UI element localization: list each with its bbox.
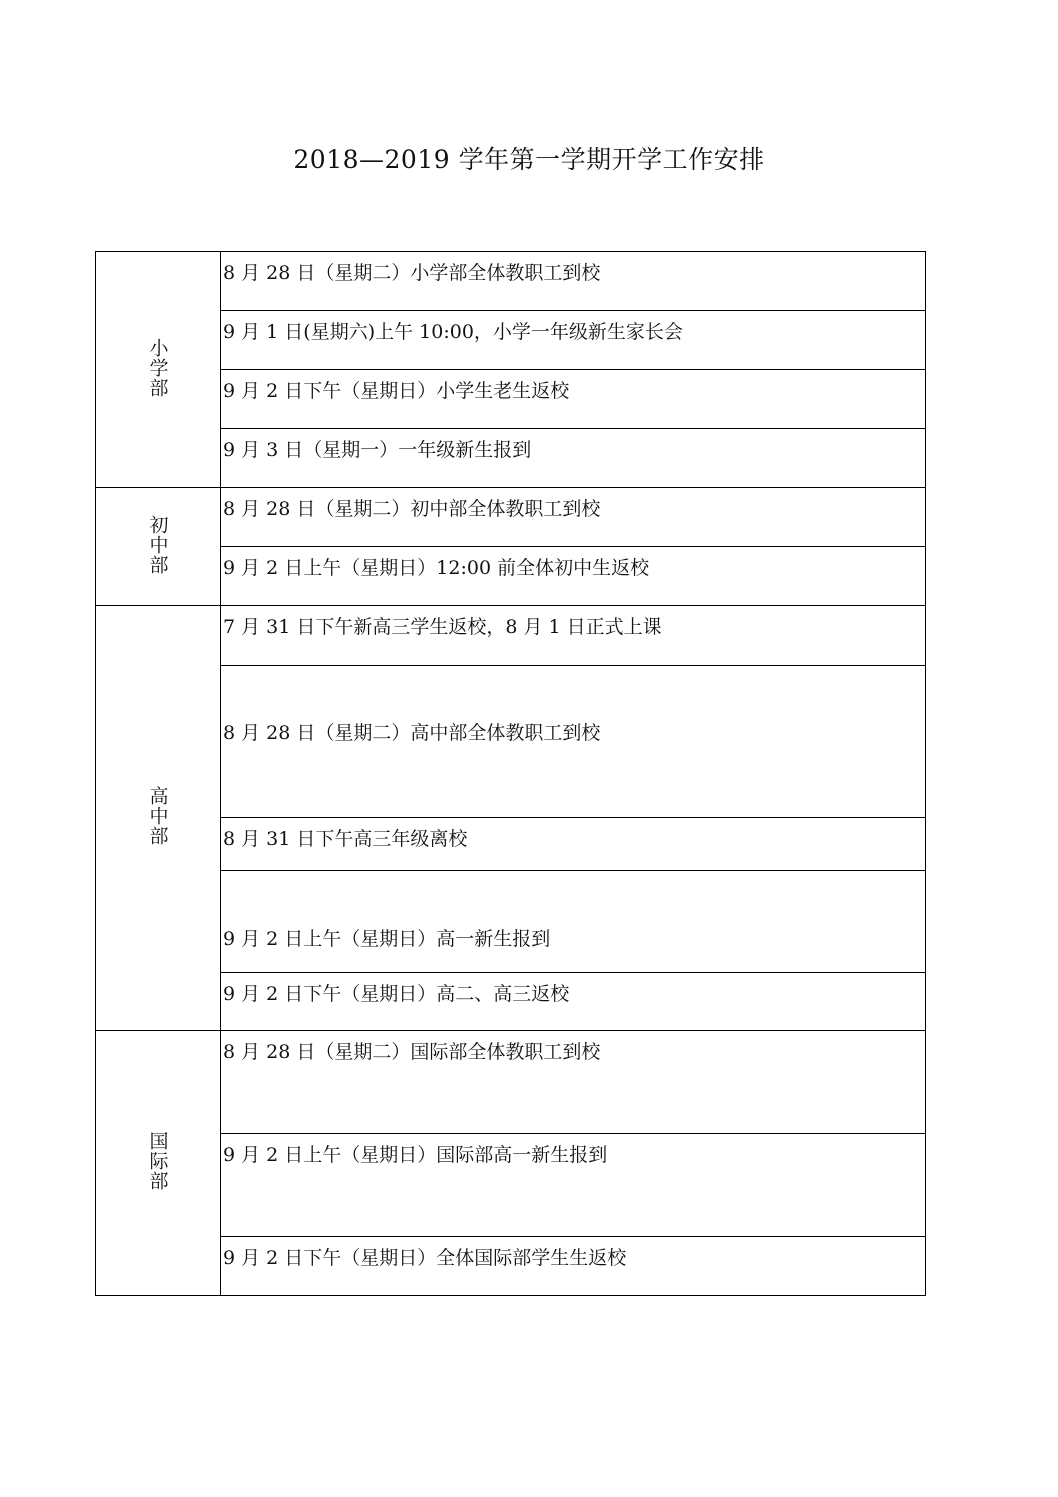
dept-label: 初中部 [146,514,169,575]
schedule-item: 9 月 2 日下午（星期日）小学生老生返校 [221,370,926,429]
table-row [96,311,926,370]
schedule-item: 8 月 31 日下午高三年级离校 [221,818,926,871]
table-row [96,666,926,818]
table-row [96,973,926,1031]
schedule-item: 9 月 2 日上午（星期日）高一新生报到 [221,871,926,973]
table-row [96,252,926,311]
dept-cell-senior [96,606,221,1031]
dept-label: 小学部 [146,337,169,398]
schedule-item: 9 月 2 日下午（星期日）全体国际部学生生返校 [221,1237,926,1296]
table-row [96,429,926,488]
schedule-item: 7 月 31 日下午新高三学生返校，8 月 1 日正式上课 [221,606,926,666]
table-row [96,606,926,666]
schedule-item: 8 月 28 日（星期二）高中部全体教职工到校 [221,666,926,818]
schedule-item: 8 月 28 日（星期二）国际部全体教职工到校 [221,1031,926,1134]
table-row [96,871,926,973]
schedule-item: 8 月 28 日（星期二）小学部全体教职工到校 [221,252,926,311]
schedule-item: 9 月 2 日上午（星期日）国际部高一新生报到 [221,1134,926,1237]
dept-label: 国际部 [146,1131,169,1191]
dept-cell-junior [96,488,221,606]
schedule-item: 8 月 28 日（星期二）初中部全体教职工到校 [221,488,926,547]
dept-cell-primary [96,252,221,488]
schedule-item: 9 月 3 日（星期一）一年级新生报到 [221,429,926,488]
dept-label: 高中部 [146,786,169,846]
table-row [96,488,926,547]
table-row [96,370,926,429]
table-row [96,1237,926,1296]
page-title: 2018—2019 学年第一学期开学工作安排 [293,145,765,174]
table-row [96,547,926,606]
schedule-item: 9 月 2 日上午（星期日）12:00 前全体初中生返校 [221,547,926,606]
dept-cell-international [96,1031,221,1296]
schedule-item: 9 月 1 日(星期六)上午 10:00，小学一年级新生家长会 [221,311,926,370]
table-row [96,1031,926,1134]
schedule-item: 9 月 2 日下午（星期日）高二、高三返校 [221,973,926,1031]
table-row [96,1134,926,1237]
schedule-table [95,251,926,1296]
table-row [96,818,926,871]
